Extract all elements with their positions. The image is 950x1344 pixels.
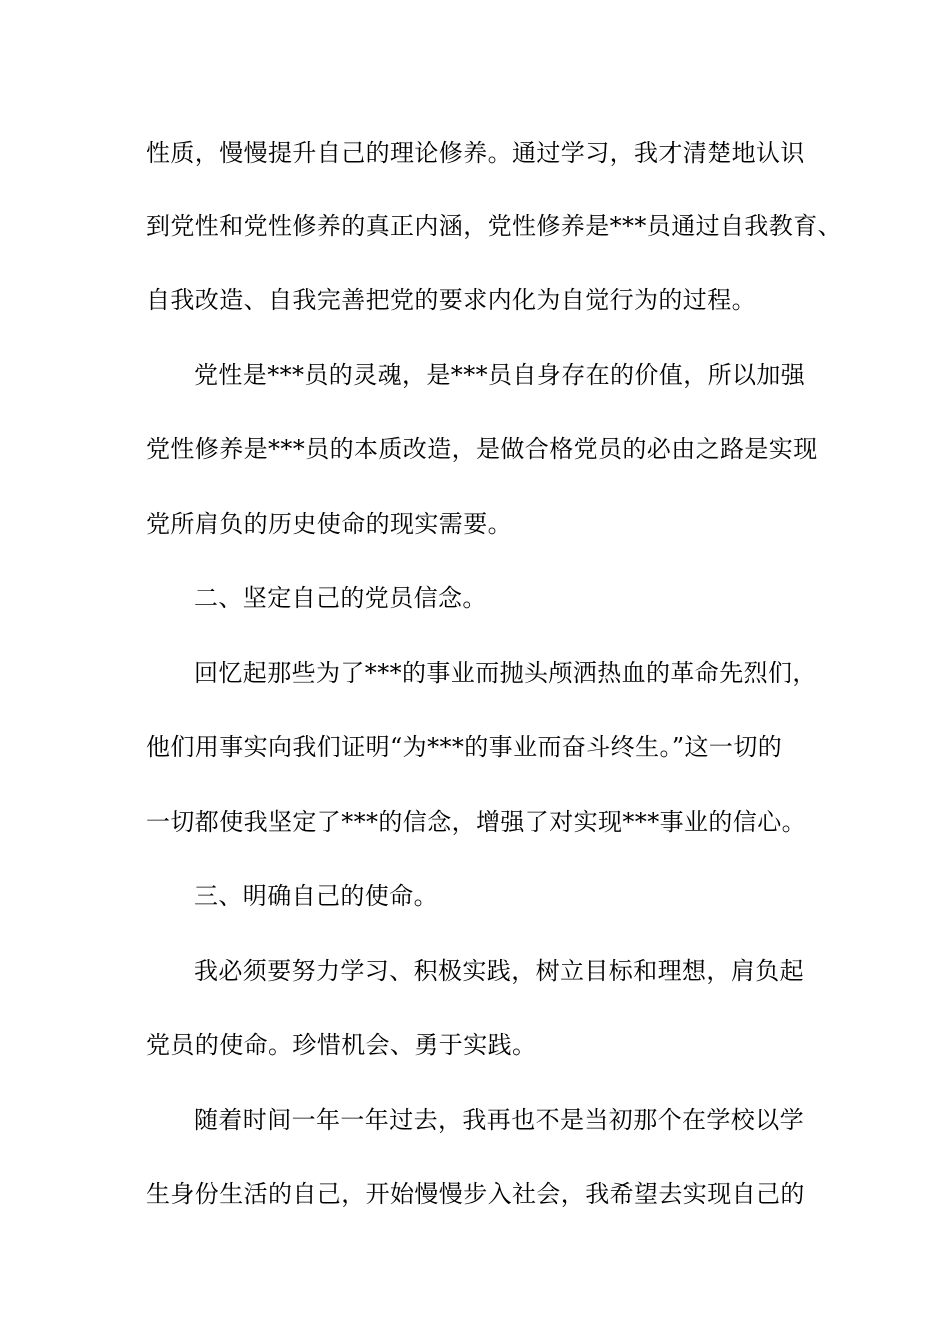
text-line: 他们用事实向我们证明“为***的事业而奋斗终生。”这一切的: [146, 733, 783, 761]
paragraph-start-line: 随着时间一年一年过去，我再也不是当初那个在学校以学: [194, 1106, 804, 1134]
section-heading: 二、坚定自己的党员信念。: [194, 584, 487, 612]
text-line: 生身份生活的自己，开始慢慢步入社会，我希望去实现自己的: [146, 1180, 805, 1208]
text-line: 党员的使命。珍惜机会、勇于实践。: [146, 1031, 537, 1059]
paragraph-start-line: 党性是***员的灵魂，是***员自身存在的价值，所以加强: [194, 361, 806, 389]
text-line: 党所肩负的历史使命的现实需要。: [146, 510, 512, 538]
text-line: 党性修养是***员的本质改造，是做合格党员的必由之路是实现: [146, 435, 818, 463]
paragraph-start-line: 我必须要努力学习、积极实践，树立目标和理想，肩负起: [194, 957, 804, 985]
text-line: 性质，慢慢提升自己的理论修养。通过学习，我才清楚地认识: [146, 139, 805, 167]
section-heading: 三、明确自己的使命。: [194, 882, 438, 910]
text-line: 自我改造、自我完善把党的要求内化为自觉行为的过程。: [146, 286, 756, 314]
text-line: 一切都使我坚定了***的信念，增强了对实现***事业的信心。: [146, 808, 806, 836]
text-line: 到党性和党性修养的真正内涵，党性修养是***员通过自我教育、: [146, 212, 842, 240]
paragraph-start-line: 回忆起那些为了***的事业而抛头颅洒热血的革命先烈们，: [194, 659, 817, 687]
